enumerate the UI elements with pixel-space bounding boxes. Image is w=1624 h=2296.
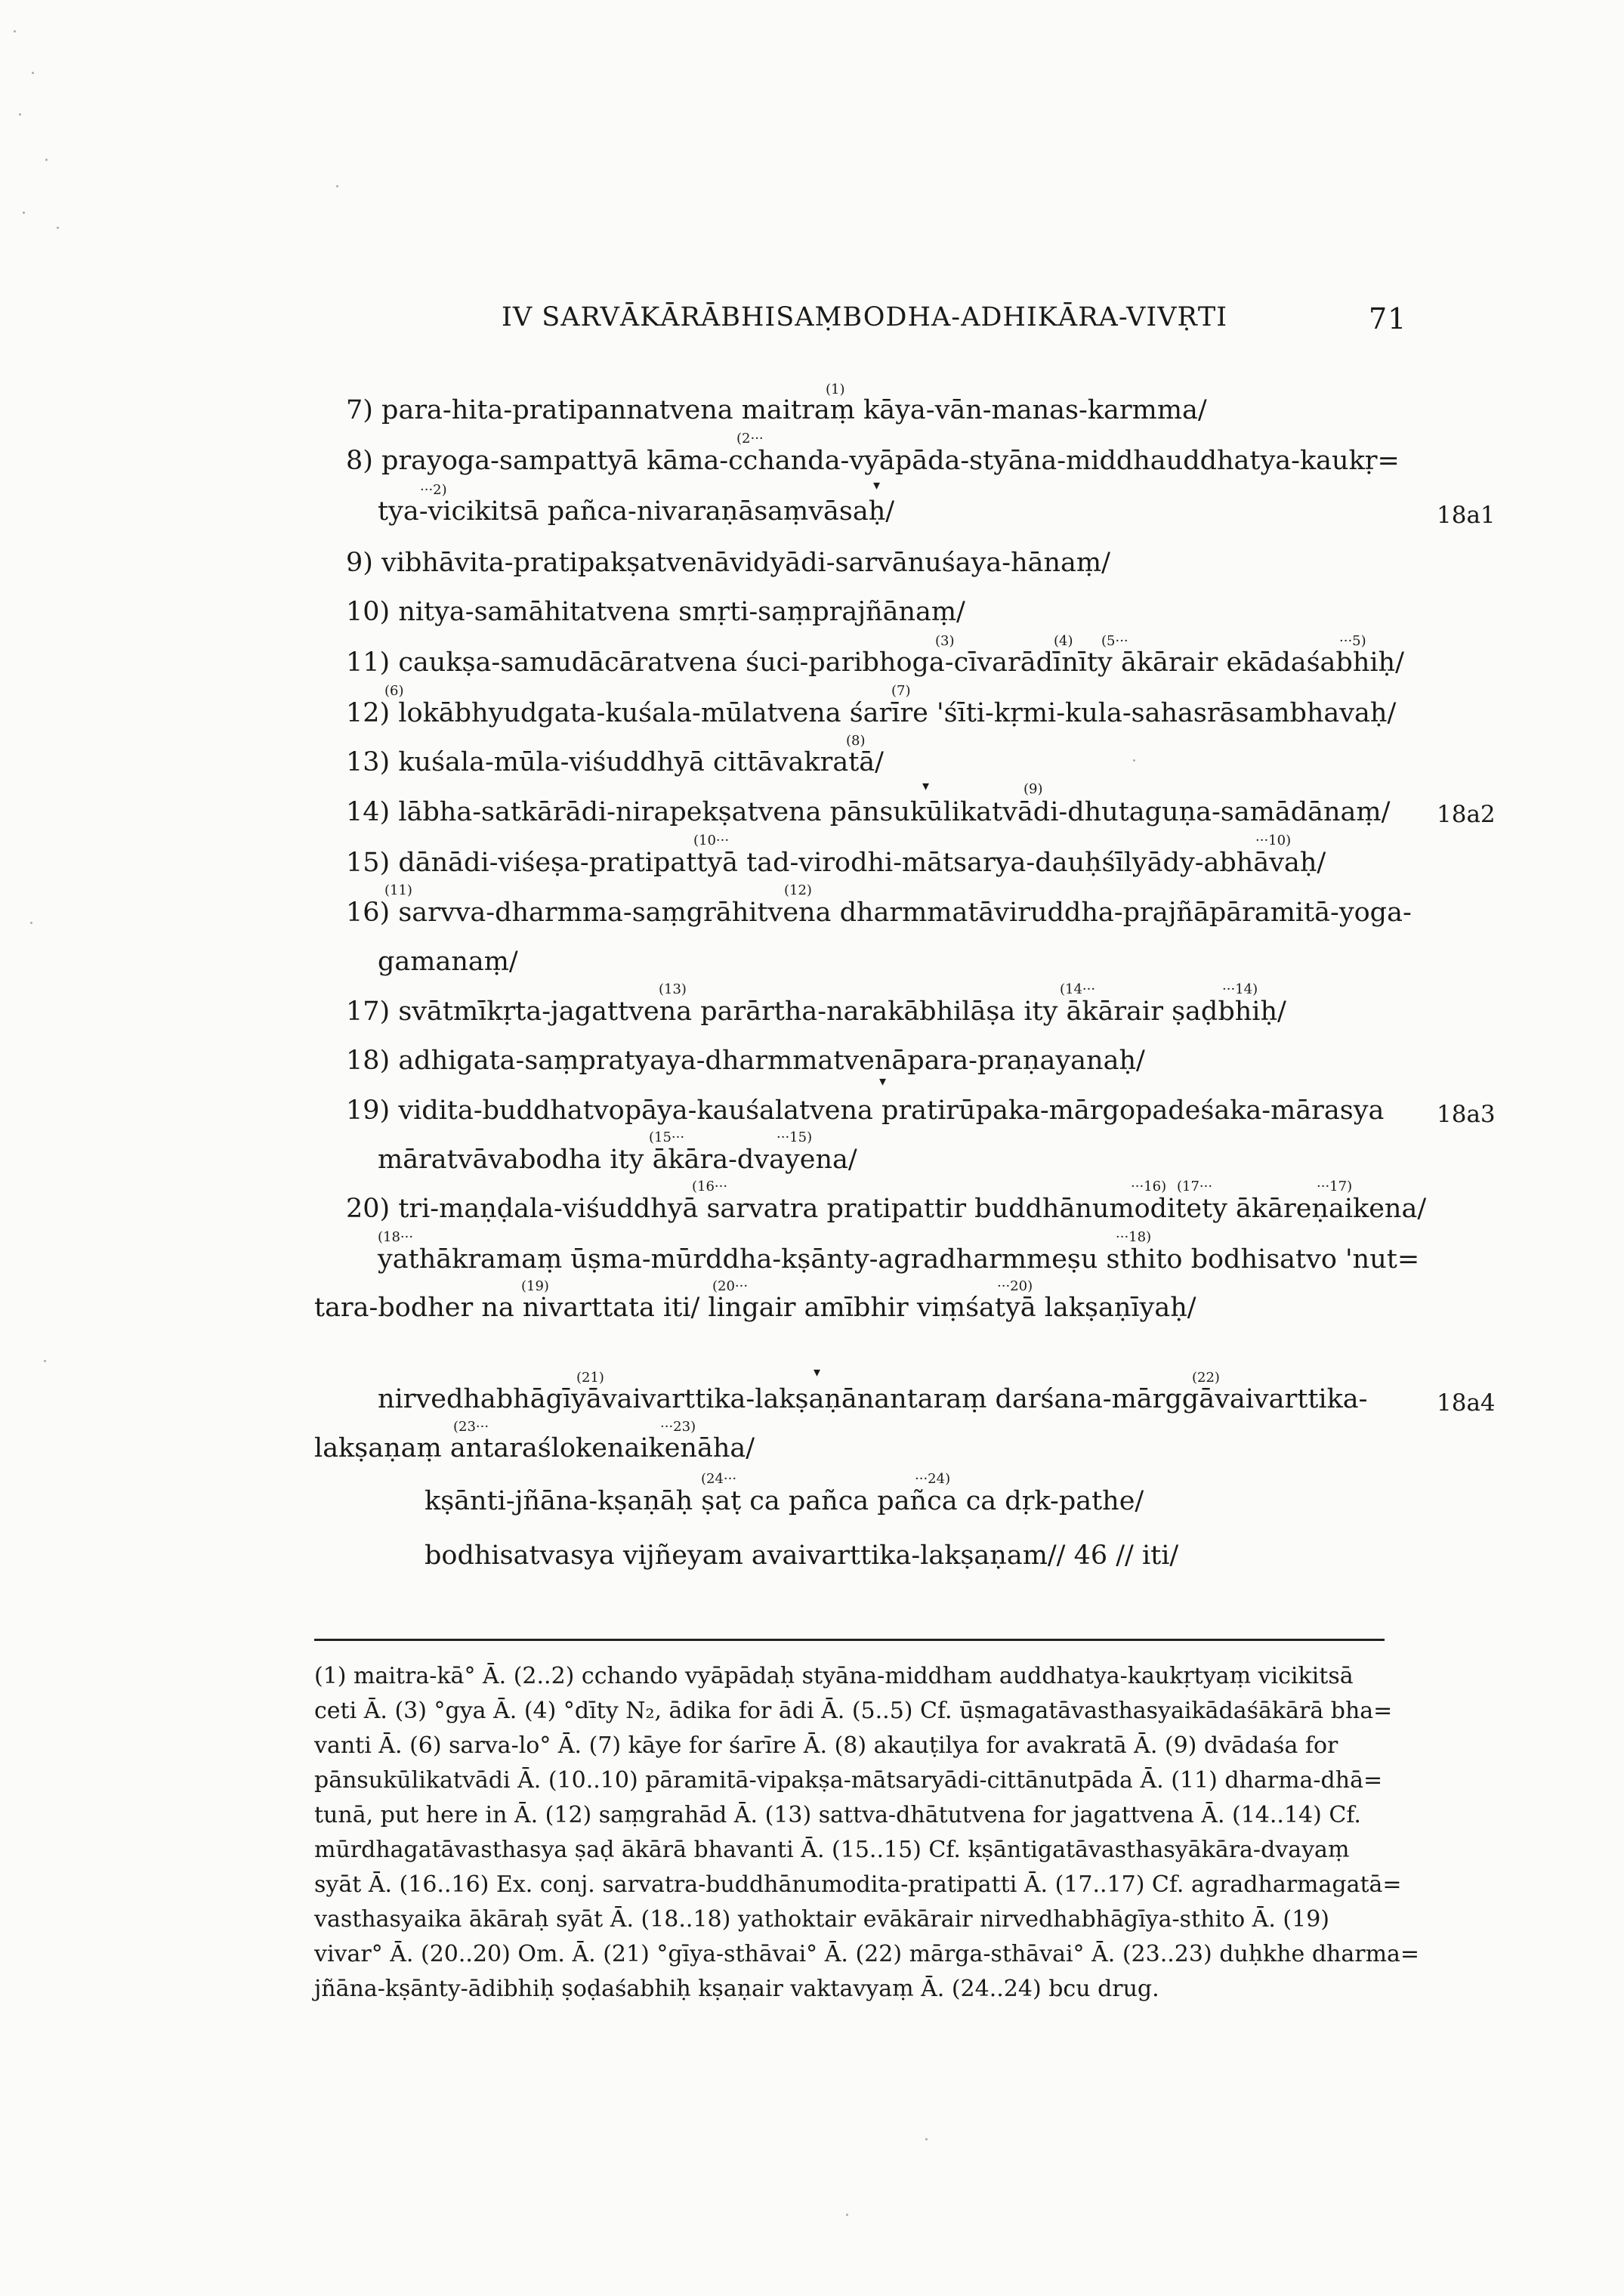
note-marker: (16··· xyxy=(692,1179,728,1194)
scan-speck xyxy=(30,922,32,924)
scan-speck xyxy=(23,212,25,214)
note-marker: ···23) xyxy=(660,1419,696,1435)
text-line: lakṣaṇaṃ antaraślokenaikenāha/ xyxy=(314,1433,755,1463)
text-line: 15) dānādi-viśeṣa-pratipattyā tad-virodhi-mātsarya-dauḥśīlyādy-abhāvaḥ/ xyxy=(346,848,1326,878)
note-marker: ▾ xyxy=(922,778,930,794)
note-marker: (22) xyxy=(1192,1370,1220,1386)
text-line: nirvedhabhāgīyāvaivarttika-lakṣaṇānantaraṃ darśana-mārggāvaivarttika- xyxy=(378,1384,1368,1414)
text-line: 10) nitya-samāhitatvena smṛti-saṃprajñānaṃ/ xyxy=(346,597,965,627)
text-line: 18) adhigata-saṃpratyaya-dharmmatvenāpara-praṇayanaḥ/ xyxy=(346,1046,1145,1076)
footnote-line: tunā, put here in Ā. (12) saṃgrahād Ā. (13) sattva-dhātutvena for jagattvena Ā. (14..14) Cf. xyxy=(314,1802,1361,1828)
text-line: 8) prayoga-sampattyā kāma-cchanda-vyāpāda-styāna-middhauddhatya-kaukṛ= xyxy=(346,446,1400,476)
margin-reference: 18a1 xyxy=(1437,502,1496,529)
note-marker: ▾ xyxy=(873,477,881,493)
text-line: tara-bodher na nivarttata iti/ lingair amībhir viṃśatyā lakṣaṇīyaḥ/ xyxy=(314,1293,1196,1323)
text-line: tya-vicikitsā pañca-nivaraṇāsaṃvāsaḥ/ xyxy=(378,496,895,527)
note-marker: (10··· xyxy=(693,833,730,848)
text-line: 12) lokābhyudgata-kuśala-mūlatvena śarīre 'śīti-kṛmi-kula-sahasrāsambhavaḥ/ xyxy=(346,698,1397,728)
text-line: 16) sarvva-dharmma-saṃgrāhitvena dharmmatāviruddha-prajñāpāramitā-yoga- xyxy=(346,898,1412,928)
text-line: 14) lābha-satkārādi-nirapekṣatvena pānsukūlikatvādi-dhutaguṇa-samādānaṃ/ xyxy=(346,797,1391,827)
note-marker: ···14) xyxy=(1222,981,1258,997)
note-marker: ···24) xyxy=(915,1471,951,1487)
footnote-line: (1) maitra-kā° Ā. (2..2) cchando vyāpādaḥ styāna-middham auddhatya-kaukṛtyaṃ vicikitsā xyxy=(314,1663,1354,1689)
note-marker: ···2) xyxy=(420,482,447,498)
note-marker: ···18) xyxy=(1116,1229,1152,1245)
scan-speck xyxy=(1133,759,1135,762)
note-marker: ···15) xyxy=(776,1129,813,1145)
note-marker: (23··· xyxy=(453,1419,489,1435)
note-marker: ···20) xyxy=(997,1278,1033,1294)
footnote-line: ceti Ā. (3) °gya Ā. (4) °dīty N₂, ādika for ādi Ā. (5..5) Cf. ūṣmagatāvasthasyaikādaśākārā bha= xyxy=(314,1698,1393,1724)
note-marker: ···5) xyxy=(1339,633,1366,649)
text-line: 17) svātmīkṛta-jagattvena parārtha-narakābhilāṣa ity ākārair ṣaḍbhiḥ/ xyxy=(346,997,1286,1027)
note-marker: (15··· xyxy=(649,1129,685,1145)
scan-speck xyxy=(57,227,59,229)
scan-speck xyxy=(44,1360,46,1362)
footnote-line: vivar° Ā. (20..20) Om. Ā. (21) °gīya-sthāvai° Ā. (22) mārga-sthāvai° Ā. (23..23) duḥkhe dharma= xyxy=(314,1941,1420,1967)
scan-speck xyxy=(925,2138,928,2140)
footnote-line: mūrdhagatāvasthasya ṣaḍ ākārā bhavanti Ā. (15..15) Cf. kṣāntigatāvasthasyākāra-dvayaṃ xyxy=(314,1837,1350,1863)
footnote-line: vasthasyaika ākāraḥ syāt Ā. (18..18) yathoktair evākārair nirvedhabhāgīya-sthito Ā. (19) xyxy=(314,1906,1329,1933)
margin-reference: 18a4 xyxy=(1437,1389,1496,1417)
scan-speck xyxy=(846,2214,848,2216)
footnote-line: vanti Ā. (6) sarva-lo° Ā. (7) kāye for śarīre Ā. (8) akauṭilya for avakratā Ā. (9) dvādaśa for xyxy=(314,1732,1338,1759)
text-line: yathākramaṃ ūṣma-mūrddha-kṣānty-agradharmmeṣu sthito bodhisatvo 'nut= xyxy=(378,1244,1420,1275)
text-line: 20) tri-maṇḍala-viśuddhyā sarvatra pratipattir buddhānumoditety ākāreṇaikena/ xyxy=(346,1194,1427,1224)
text-line: 19) vidita-buddhatvopāya-kauśalatvena pratirūpaka-mārgopadeśaka-mārasya xyxy=(346,1095,1385,1126)
footnote-line: pānsukūlikatvādi Ā. (10..10) pāramitā-vipakṣa-mātsaryādi-cittānutpāda Ā. (11) dharma-dhā= xyxy=(314,1767,1383,1794)
text-line: 13) kuśala-mūla-viśuddhyā cittāvakratā/ xyxy=(346,747,884,777)
note-marker: (8) xyxy=(846,733,866,749)
note-marker: ▾ xyxy=(879,1074,887,1089)
note-marker: (17··· xyxy=(1177,1179,1213,1194)
note-marker: (13) xyxy=(659,981,687,997)
scan-speck xyxy=(45,159,48,161)
note-marker: ···17) xyxy=(1317,1179,1353,1194)
scan-speck xyxy=(32,72,34,74)
page-number: 71 xyxy=(1369,302,1407,335)
note-marker: (2··· xyxy=(736,431,764,447)
note-marker: ▾ xyxy=(814,1364,821,1380)
running-head-title: IV SARVĀKĀRĀBHISAṂBODHA-ADHIKĀRA-VIVṚTI xyxy=(502,302,1228,332)
margin-reference: 18a2 xyxy=(1437,801,1496,828)
text-line: māratvāvabodha ity ākāra-dvayena/ xyxy=(378,1145,857,1175)
scan-speck xyxy=(336,185,338,187)
note-marker: (11) xyxy=(384,882,412,898)
scan-speck xyxy=(19,113,21,116)
note-marker: (14··· xyxy=(1060,981,1096,997)
text-line: 11) caukṣa-samudācāratvena śuci-paribhoga-cīvarādīnīty ākārair ekādaśabhiḥ/ xyxy=(346,647,1404,678)
note-marker: (24··· xyxy=(701,1471,737,1487)
verse-line: kṣānti-jñāna-kṣaṇāḥ ṣaṭ ca pañca pañca ca dṛk-pathe/ xyxy=(425,1486,1144,1516)
footnote-line: jñāna-kṣānty-ādibhiḥ ṣoḍaśabhiḥ kṣaṇair vaktavyaṃ Ā. (24..24) bcu drug. xyxy=(314,1976,1159,2002)
note-marker: (1) xyxy=(826,382,845,397)
note-marker: (5··· xyxy=(1101,633,1128,649)
text-line: 7) para-hita-pratipannatvena maitraṃ kāya-vān-manas-karmma/ xyxy=(346,395,1207,425)
note-marker: (9) xyxy=(1023,781,1043,797)
note-marker: ···16) xyxy=(1131,1179,1167,1194)
note-marker: (20··· xyxy=(712,1278,749,1294)
margin-reference: 18a3 xyxy=(1437,1101,1496,1128)
footnote-rule xyxy=(314,1639,1385,1641)
note-marker: (19) xyxy=(521,1278,549,1294)
note-marker: (18··· xyxy=(378,1229,414,1245)
verse-line: bodhisatvasya vijñeyam avaivarttika-lakṣaṇam// 46 // iti/ xyxy=(425,1540,1179,1571)
note-marker: (21) xyxy=(576,1370,604,1386)
note-marker: ···10) xyxy=(1255,833,1292,848)
scan-speck xyxy=(14,30,16,32)
note-marker: (4) xyxy=(1054,633,1073,649)
note-marker: (12) xyxy=(784,882,812,898)
text-line: 9) vibhāvita-pratipakṣatvenāvidyādi-sarvānuśaya-hānaṃ/ xyxy=(346,548,1110,578)
note-marker: (6) xyxy=(384,683,404,699)
footnote-line: syāt Ā. (16..16) Ex. conj. sarvatra-buddhānumodita-pratipatti Ā. (17..17) Cf. agradharmagatā= xyxy=(314,1871,1402,1898)
note-marker: (7) xyxy=(891,683,911,699)
text-line: gamanaṃ/ xyxy=(378,947,518,977)
note-marker: (3) xyxy=(935,633,955,649)
